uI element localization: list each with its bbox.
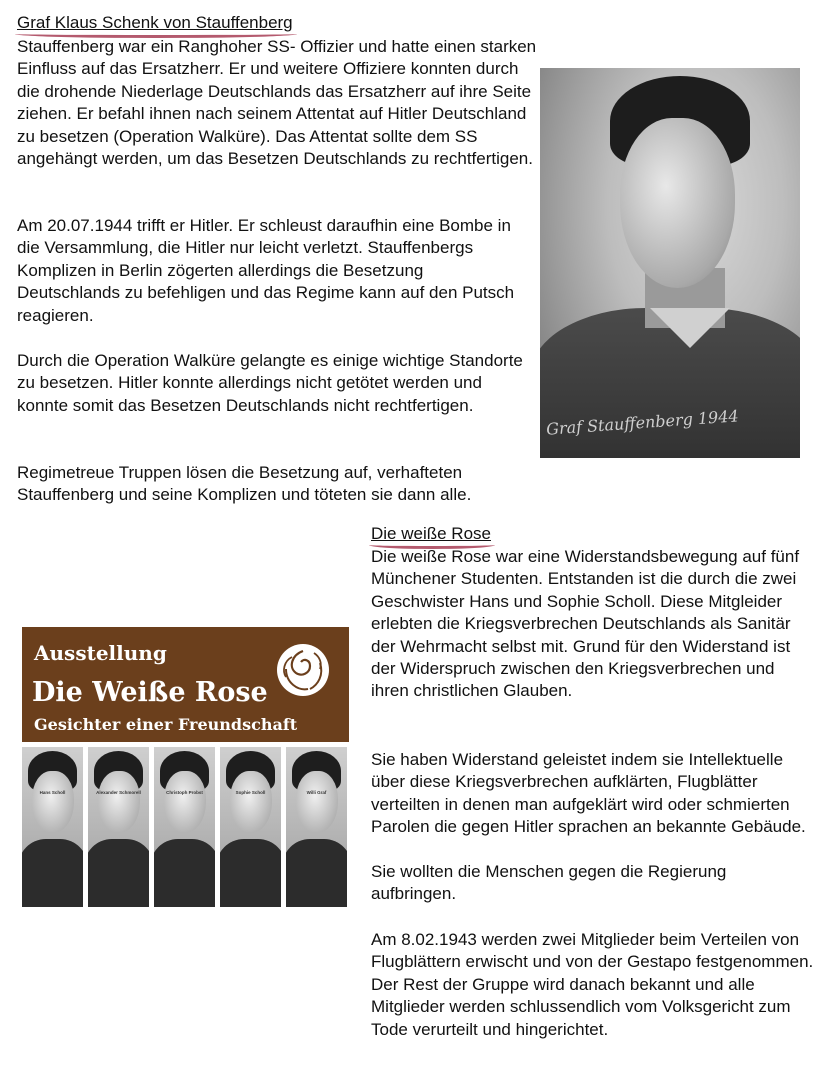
weisse-rose-paragraph-2: Sie haben Widerstand geleistet indem sie Intellektuelle über diese Kriegsverbrechen aufklärten, Flugblätter verteilten in denen man aufgeklärt wird oder schmierten Parolen die gegen Hitler sprachen an bekannte Gebäude. — [371, 750, 806, 837]
stauffenberg-paragraph-1: Stauffenberg war ein Ranghoher SS- Offizier und hatte einen starken Einfluss auf das Ersatzherr. Er und weitere Offiziere konnten durch die drohende Niederlage Deutschlands das Ersatzherr auf ihre Seite ziehen. Er befahl ihnen nach seinem Attentat auf Hitler Deutschland zu besetzen (Operation Walküre). Das Attentat sollte dem SS angehängt werden, um das Besetzen Deutschlands zu rechtfertigen. — [17, 37, 537, 169]
poster-face-card — [286, 747, 347, 907]
weisse-rose-paragraph-3: Am 8.02.1943 werden zwei Mitglieder beim Verteilen von Flugblättern erwischt und von der Gestapo festgenommen. Der Rest der Gruppe wird danach bekannt und alle Mitglieder werden schlussendlich vom Volksgericht zum Tode verurteilt und hingerichtet. — [371, 930, 814, 1039]
poster-caption: Hans Scholl — [39, 790, 66, 795]
poster-faces — [22, 747, 349, 907]
weisse-rose-paragraph-2b: Sie wollten die Menschen gegen die Regierung aufbringen. — [371, 862, 727, 904]
poster-banner — [22, 627, 349, 742]
weisse-rose-heading: Die weiße Rose — [371, 524, 491, 544]
weisse-rose-paragraph-1: Die weiße Rose war eine Widerstandsbewegung auf fünf Münchener Studenten. Entstanden ist die durch die zwei Geschwister Hans und Sophie Scholl. Diese Mitgleider erlebten die Kriegsverbrechen Deutschlands als Sanitär der Wehrmacht selbst mit. Grund für den Widerstand ist der Widerspruch zwischen den Kriegsverbrechen und ihren christlichen Glauben. — [371, 547, 800, 701]
poster-line-2: Die Weiße Rose — [32, 677, 268, 708]
poster-caption: Willi Graf — [306, 790, 327, 795]
stauffenberg-heading: Graf Klaus Schenk von Stauffenberg — [17, 13, 293, 33]
stauffenberg-paragraph-2: Am 20.07.1944 trifft er Hitler. Er schleust daraufhin eine Bombe in die Versammlung, die Hitler nur leicht verletzt. Stauffenbergs Komplizen in Berlin zögerten allerdings die Besetzung Deutschlands zu befehligen und das Regime kann auf den Putsch reagieren. — [17, 216, 515, 325]
portrait-signature: Graf Stauffenberg 1944 — [545, 406, 740, 439]
poster-line-1: Ausstellung — [34, 641, 167, 665]
poster-face-card — [88, 747, 149, 907]
weisse-rose-poster — [22, 627, 349, 917]
poster-caption: Alexander Schmorell — [96, 790, 141, 795]
poster-face-card — [220, 747, 281, 907]
poster-line-3: Gesichter einer Freundschaft — [34, 715, 298, 734]
stauffenberg-paragraph-4: Regimetreue Truppen lösen die Besetzung auf, verhafteten Stauffenberg und seine Komplizen und töteten sie dann alle. — [17, 463, 472, 505]
poster-caption: Sophie Scholl — [235, 790, 266, 795]
poster-caption: Christoph Probst — [166, 790, 203, 795]
poster-face-card — [22, 747, 83, 907]
portrait-face — [620, 118, 735, 288]
poster-face-card — [154, 747, 215, 907]
rose-icon — [272, 641, 334, 699]
stauffenberg-portrait — [540, 68, 800, 458]
stauffenberg-paragraph-3: Durch die Operation Walküre gelangte es einige wichtige Standorte zu besetzen. Hitler konnte allerdings nicht getötet werden und konnte somit das Besetzen Deutschlands nicht rechtfertigen. — [17, 351, 523, 415]
